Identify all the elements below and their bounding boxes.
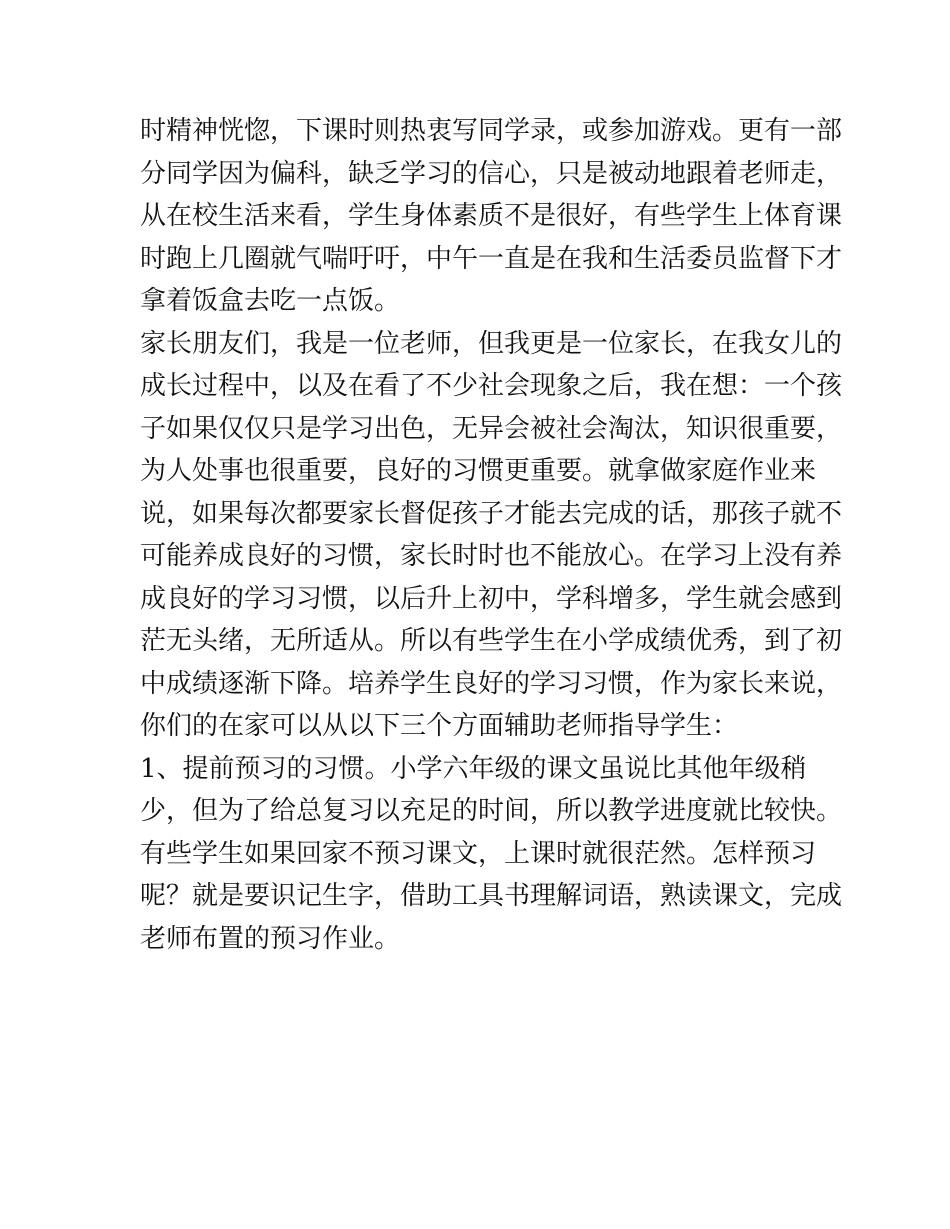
text-line: 1、提前预习的习惯。小学六年级的课文虽说比其他年级稍 (140, 753, 807, 784)
text-line: 中成绩逐渐下降。培养学生良好的学习习惯，作为家长来说， (140, 668, 843, 699)
text-line: 你们的在家可以从以下三个方面辅助老师指导学生： (140, 711, 739, 741)
text-line: 为人处事也很重要，良好的习惯更重要。就拿做家庭作业来 (140, 456, 817, 486)
text-line: 从在校生活来看，学生身体素质不是很好，有些学生上体育课 (140, 201, 843, 231)
text-line: 时精神恍惚，下课时则热衷写同学录，或参加游戏。更有一部 (140, 116, 843, 146)
text-line: 老师布置的预习作业。 (140, 923, 401, 954)
text-line: 说，如果每次都要家长督促孩子才能去完成的话，那孩子就不 (140, 498, 843, 529)
body-text (140, 110, 843, 960)
text-line: 家长朋友们，我是一位老师，但我更是一位家长，在我女儿的 (140, 328, 843, 359)
text-line: 分同学因为偏科，缺乏学习的信心，只是被动地跟着老师走， (140, 158, 843, 189)
text-line: 时跑上几圈就气喘吁吁，中午一直是在我和生活委员监督下才 (140, 243, 843, 274)
text-line: 成长过程中，以及在看了不少社会现象之后，我在想：一个孩 (140, 371, 843, 401)
text-line: 呢？就是要识记生字，借助工具书理解词语，熟读课文，完成 (140, 881, 843, 911)
text-line: 少，但为了给总复习以充足的时间，所以教学进度就比较快。 (140, 796, 843, 826)
text-line: 子如果仅仅只是学习出色，无异会被社会淘汰，知识很重要， (140, 413, 843, 444)
text-line: 茫无头绪，无所适从。所以有些学生在小学成绩优秀，到了初 (140, 626, 843, 656)
text-line: 成良好的学习习惯，以后升上初中，学科增多，学生就会感到 (140, 583, 843, 614)
text-line: 拿着饭盒去吃一点饭。 (140, 286, 401, 316)
text-line: 可能养成良好的习惯，家长时时也不能放心。在学习上没有养 (140, 541, 843, 571)
text-line: 有些学生如果回家不预习课文，上课时就很茫然。怎样预习 (140, 838, 817, 869)
